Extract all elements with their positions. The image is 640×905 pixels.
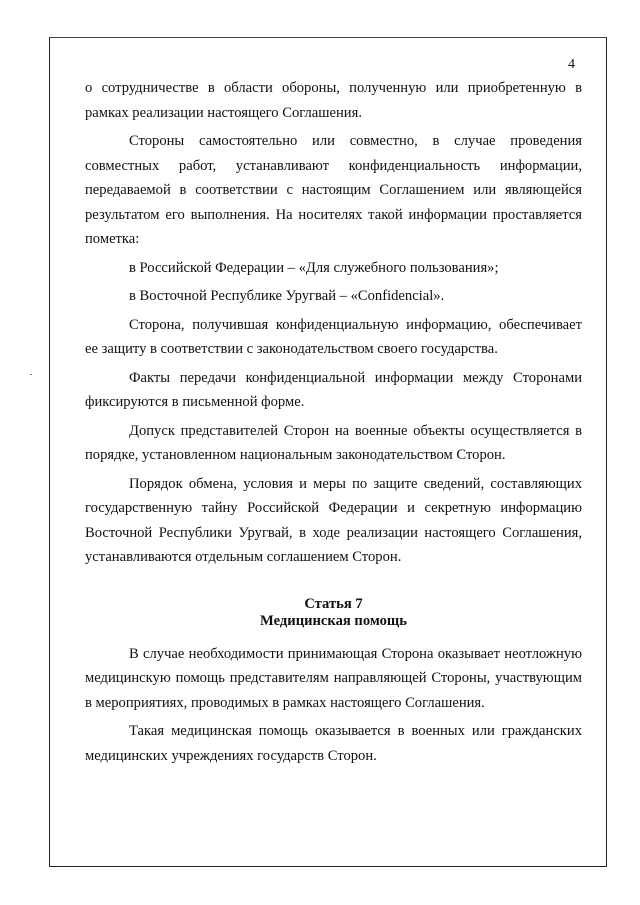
paragraph-marking-uruguay: в Восточной Республике Уругвай – «Confidencial». — [129, 288, 445, 304]
article-number: Статья 7 — [304, 595, 363, 612]
paragraph-medical-facilities: Такая медицинская помощь оказывается в военных или гражданских медицинских учреждениях государств Сторон. — [85, 723, 582, 764]
paragraph-access: Допуск представителей Сторон на военные объекты осуществляется в порядке, установленном национальным законодательством Сторон. — [85, 422, 582, 463]
paragraph-marking-russia: в Российской Федерации – «Для служебного пользования»; — [129, 259, 499, 276]
paragraph-transfer-facts: Факты передачи конфиденциальной информации между Сторонами фиксируются в письменной форме. — [85, 369, 582, 410]
paragraph-confidentiality: Стороны самостоятельно или совместно, в случае проведения совместных работ, устанавливают конфиденциальность информации, передаваемой в соответствии с настоящим Соглашением или являющейся результатом его выполнения. На носителях такой информации проставляется пометка: — [85, 133, 582, 247]
paragraph-state-secrets: Порядок обмена, условия и меры по защите сведений, составляющих государственную тайну Российской Федерации и секретную информацию Восточной Республики Уругвай, в ходе реализации настоящего Соглашения, устанавливаются отдельным соглашением Сторон. — [85, 475, 582, 565]
paragraph-continuation: о сотрудничестве в области обороны, полученную или приобретенную в рамках реализации настоящего Соглашения. — [85, 80, 582, 121]
scan-speck — [30, 374, 32, 375]
page-number: 4 — [568, 57, 575, 72]
article-title: Медицинская помощь — [260, 612, 407, 629]
document-body — [85, 76, 582, 768]
paragraph-medical-aid: В случае необходимости принимающая Сторона оказывает неотложную медицинскую помощь представителям направляющей Стороны, участвующим в мероприятиях, проводимых в рамках настоящего Соглашения. — [85, 645, 582, 711]
article-heading — [85, 596, 582, 630]
paragraph-protection: Сторона, получившая конфиденциальную информацию, обеспечивает ее защиту в соответствии с законодательством своего государства. — [85, 316, 582, 357]
